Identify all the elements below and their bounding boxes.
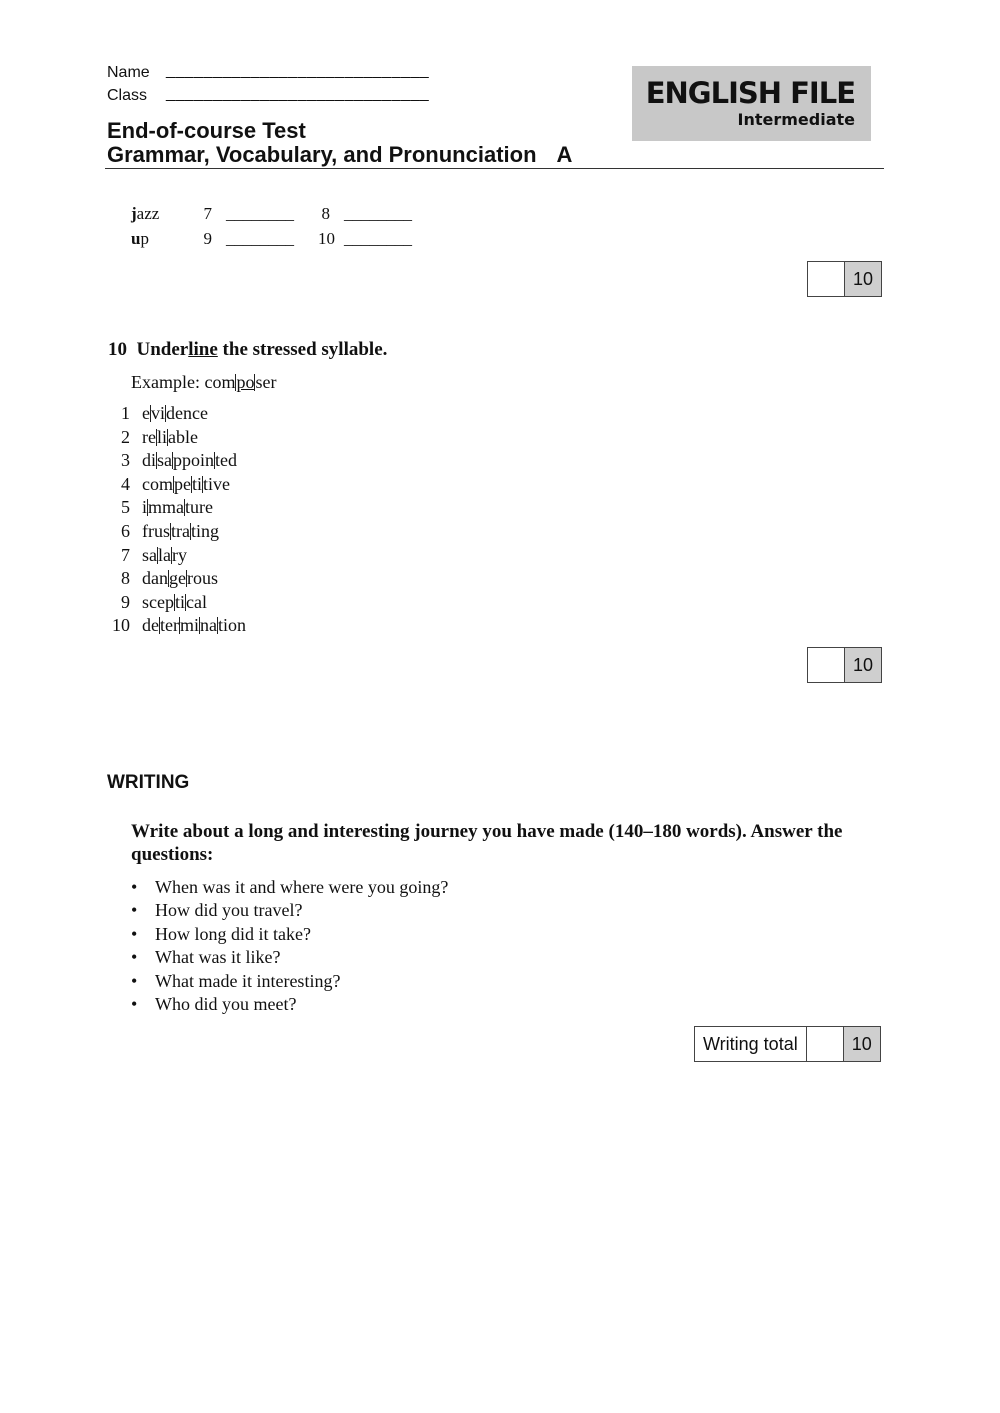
syllable[interactable]: pe <box>174 473 191 494</box>
answer-number: 7 <box>203 204 212 223</box>
logo-title: ENGLISH FILE <box>645 76 855 110</box>
stress-question-heading <box>108 339 387 361</box>
syllable[interactable]: tion <box>218 615 247 636</box>
score-box-writing <box>694 1026 881 1062</box>
question-text: How long did it take? <box>155 923 311 944</box>
item-word <box>142 450 237 470</box>
syllable[interactable]: mi <box>179 615 199 636</box>
stress-example <box>131 372 276 393</box>
sound-word <box>131 204 159 224</box>
question-text: How did you travel? <box>155 900 303 921</box>
syllable[interactable]: tra <box>171 521 190 541</box>
test-title-line2 <box>107 143 572 167</box>
answer-blank[interactable]: ________ <box>344 229 412 248</box>
question-text: What was it like? <box>155 947 281 968</box>
question-number: 10 <box>108 339 127 360</box>
stress-item <box>108 403 208 424</box>
syllable[interactable]: dence <box>166 403 208 423</box>
item-number: 5 <box>121 497 130 518</box>
syllable[interactable]: re <box>142 426 156 447</box>
item-number: 8 <box>121 568 130 589</box>
stress-item <box>108 592 207 613</box>
syllable[interactable]: ppoin <box>173 450 215 471</box>
syllable[interactable]: able <box>168 426 198 447</box>
stress-item <box>108 497 213 518</box>
item-number: 7 <box>121 544 130 565</box>
bullet-icon: • <box>131 923 138 944</box>
test-title <box>107 119 572 167</box>
instr-post: the stressed syllable. <box>217 339 388 360</box>
syllable[interactable]: ter <box>160 615 179 636</box>
syllable[interactable]: ti <box>174 591 185 612</box>
test-title-line1: End-of-course Test <box>107 118 306 143</box>
syllable[interactable]: e <box>142 403 150 423</box>
bullet-icon: • <box>131 970 138 991</box>
syllable[interactable]: ting <box>190 521 219 541</box>
writing-question <box>131 994 296 1015</box>
score-box-pronunciation <box>807 261 882 297</box>
syllable[interactable]: com <box>142 473 173 494</box>
syllable[interactable]: mma <box>148 497 185 518</box>
stress-item <box>108 427 198 448</box>
answer-blank[interactable]: ________ <box>226 204 294 223</box>
item-word <box>142 474 230 494</box>
instr-pre: Under <box>136 339 189 360</box>
syllable[interactable]: ser <box>255 372 277 392</box>
question-text: Who did you meet? <box>155 994 297 1014</box>
stress-item <box>108 615 246 636</box>
item-word <box>142 615 246 635</box>
bullet-icon: • <box>131 900 138 921</box>
syllable[interactable]: vi <box>151 403 166 423</box>
logo-subtitle: Intermediate <box>737 110 855 129</box>
sound-word-rest: p <box>140 229 149 248</box>
answer-blank[interactable]: ________ <box>226 229 294 248</box>
example-label: Example: <box>131 372 205 392</box>
item-number: 6 <box>121 521 130 541</box>
class-field[interactable]: ____________________________ <box>166 85 430 102</box>
example-word <box>204 372 276 392</box>
syllable[interactable]: rous <box>187 568 218 589</box>
answer-number: 8 <box>321 204 330 223</box>
syllable[interactable]: sa <box>157 450 173 471</box>
syllable[interactable]: de <box>142 615 159 636</box>
item-word <box>142 497 213 517</box>
score-max: 10 <box>845 648 881 682</box>
syllable[interactable]: ge <box>169 568 186 589</box>
writing-section-title: WRITING <box>107 772 190 793</box>
writing-task: Write about a long and interesting journey you have made (140–180 words). Answer the questions: <box>131 821 843 865</box>
syllable[interactable]: li <box>156 426 167 447</box>
item-word <box>142 592 207 612</box>
sound-word-bold: u <box>131 229 141 248</box>
syllable[interactable]: di <box>142 450 157 471</box>
name-label: Name <box>107 64 150 81</box>
item-number: 3 <box>121 450 130 471</box>
syllable[interactable]: frus <box>142 521 170 541</box>
syllable[interactable]: dan <box>142 568 168 589</box>
syllable[interactable]: cal <box>186 591 207 612</box>
stress-item <box>108 474 230 495</box>
syllable[interactable]: i <box>142 497 148 518</box>
syllable[interactable]: com <box>204 372 236 392</box>
writing-question <box>131 971 340 992</box>
item-word <box>142 427 198 447</box>
bullet-icon: • <box>131 947 138 968</box>
instr-underlined: line <box>188 339 218 360</box>
writing-question <box>131 877 448 898</box>
syllable[interactable]: na <box>200 615 217 636</box>
bullet-icon: • <box>131 994 138 1014</box>
syllable[interactable]: tive <box>203 473 231 494</box>
question-text: What made it interesting? <box>155 970 341 991</box>
bullet-icon: • <box>131 877 138 897</box>
item-word <box>142 545 187 565</box>
item-number: 9 <box>121 591 130 612</box>
syllable[interactable]: sa <box>142 544 157 565</box>
writing-total-label: Writing total <box>695 1027 807 1061</box>
class-label: Class <box>107 87 148 104</box>
sound-word-rest: azz <box>136 204 160 223</box>
item-number: 10 <box>112 615 130 636</box>
stress-item <box>108 450 237 471</box>
english-file-logo <box>632 66 871 141</box>
syllable[interactable]: po <box>236 372 255 392</box>
header-divider <box>105 168 884 169</box>
question-text: When was it and where were you going? <box>155 877 449 897</box>
item-word <box>142 403 208 423</box>
score-input[interactable] <box>808 262 845 296</box>
syllable[interactable]: ry <box>172 544 187 565</box>
test-version: A <box>556 142 573 167</box>
writing-question <box>131 924 311 945</box>
syllable[interactable]: ted <box>215 450 238 471</box>
item-word <box>142 521 219 541</box>
stress-item <box>108 545 187 566</box>
item-number: 2 <box>121 426 130 447</box>
score-input[interactable] <box>808 648 845 682</box>
name-field[interactable]: ____________________________ <box>166 62 430 79</box>
sound-word <box>131 229 149 249</box>
score-max: 10 <box>845 262 881 296</box>
score-input[interactable] <box>807 1027 844 1061</box>
test-title-line2-text: Grammar, Vocabulary, and Pronunciation <box>107 142 537 167</box>
answer-number: 10 <box>318 229 335 248</box>
syllable[interactable]: la <box>158 544 171 565</box>
item-number: 4 <box>121 473 130 494</box>
score-box-stress <box>807 647 882 683</box>
syllable[interactable]: ture <box>185 497 213 518</box>
score-max: 10 <box>844 1027 880 1061</box>
syllable[interactable]: ti <box>192 473 203 494</box>
item-word <box>142 568 218 588</box>
sound-word-bold: j <box>131 204 137 223</box>
stress-item <box>108 568 218 589</box>
stress-item <box>108 521 219 542</box>
writing-question <box>131 947 280 968</box>
item-number: 1 <box>121 403 130 423</box>
answer-number: 9 <box>203 229 212 248</box>
answer-blank[interactable]: ________ <box>344 204 412 223</box>
writing-question <box>131 900 302 921</box>
syllable[interactable]: scep <box>142 591 174 612</box>
